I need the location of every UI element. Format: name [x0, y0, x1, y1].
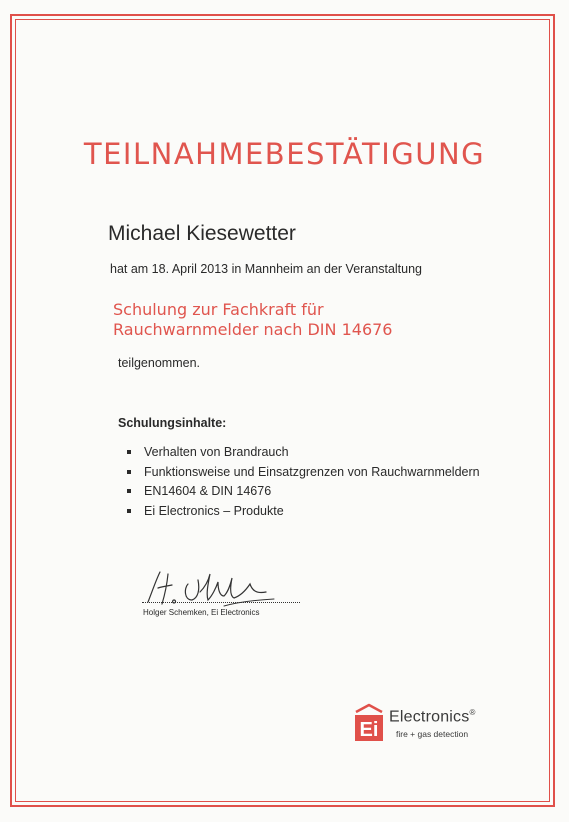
- list-item-label: EN14604 & DIN 14676: [144, 484, 272, 498]
- brand-tagline: fire + gas detection: [396, 729, 469, 739]
- bullet-icon: [127, 509, 131, 513]
- registered-mark: ®: [469, 708, 476, 717]
- contents-list: [118, 445, 480, 523]
- list-item-label: Funktionsweise und Einsatzgrenzen von Rauchwarnmeldern: [144, 464, 480, 479]
- certificate-title: TEILNAHMEBESTÄTIGUNG: [83, 137, 486, 171]
- brand-name: [389, 708, 476, 726]
- participant-name: Michael Kiesewetter: [108, 222, 296, 245]
- list-item: [118, 484, 480, 504]
- bullet-icon: [127, 489, 131, 493]
- company-logo: [354, 702, 504, 746]
- brand-text: Electronics: [389, 708, 470, 726]
- signer-name: Holger Schemken, Ei Electronics: [143, 608, 260, 617]
- course-title-line-1: Schulung zur Fachkraft für: [113, 300, 324, 319]
- bullet-icon: [127, 470, 131, 474]
- list-item: [118, 504, 480, 524]
- attendance-sentence: hat am 18. April 2013 in Mannheim an der Veranstaltung: [110, 262, 423, 276]
- list-item-label: Ei Electronics – Produkte: [144, 503, 284, 518]
- list-item: [118, 445, 480, 465]
- course-title: [113, 300, 392, 340]
- list-item-label: Verhalten von Brandrauch: [144, 445, 289, 459]
- course-title-line-2: Rauchwarnmelder nach DIN 14676: [113, 320, 393, 339]
- signature-line: [142, 602, 300, 603]
- took-part-text: teilgenommen.: [118, 356, 200, 370]
- contents-heading: Schulungsinhalte:: [118, 416, 227, 430]
- bullet-icon: [127, 450, 131, 454]
- ei-logo-icon: [354, 702, 384, 742]
- logo-mark-text: Ei: [359, 719, 379, 741]
- list-item: [118, 465, 480, 485]
